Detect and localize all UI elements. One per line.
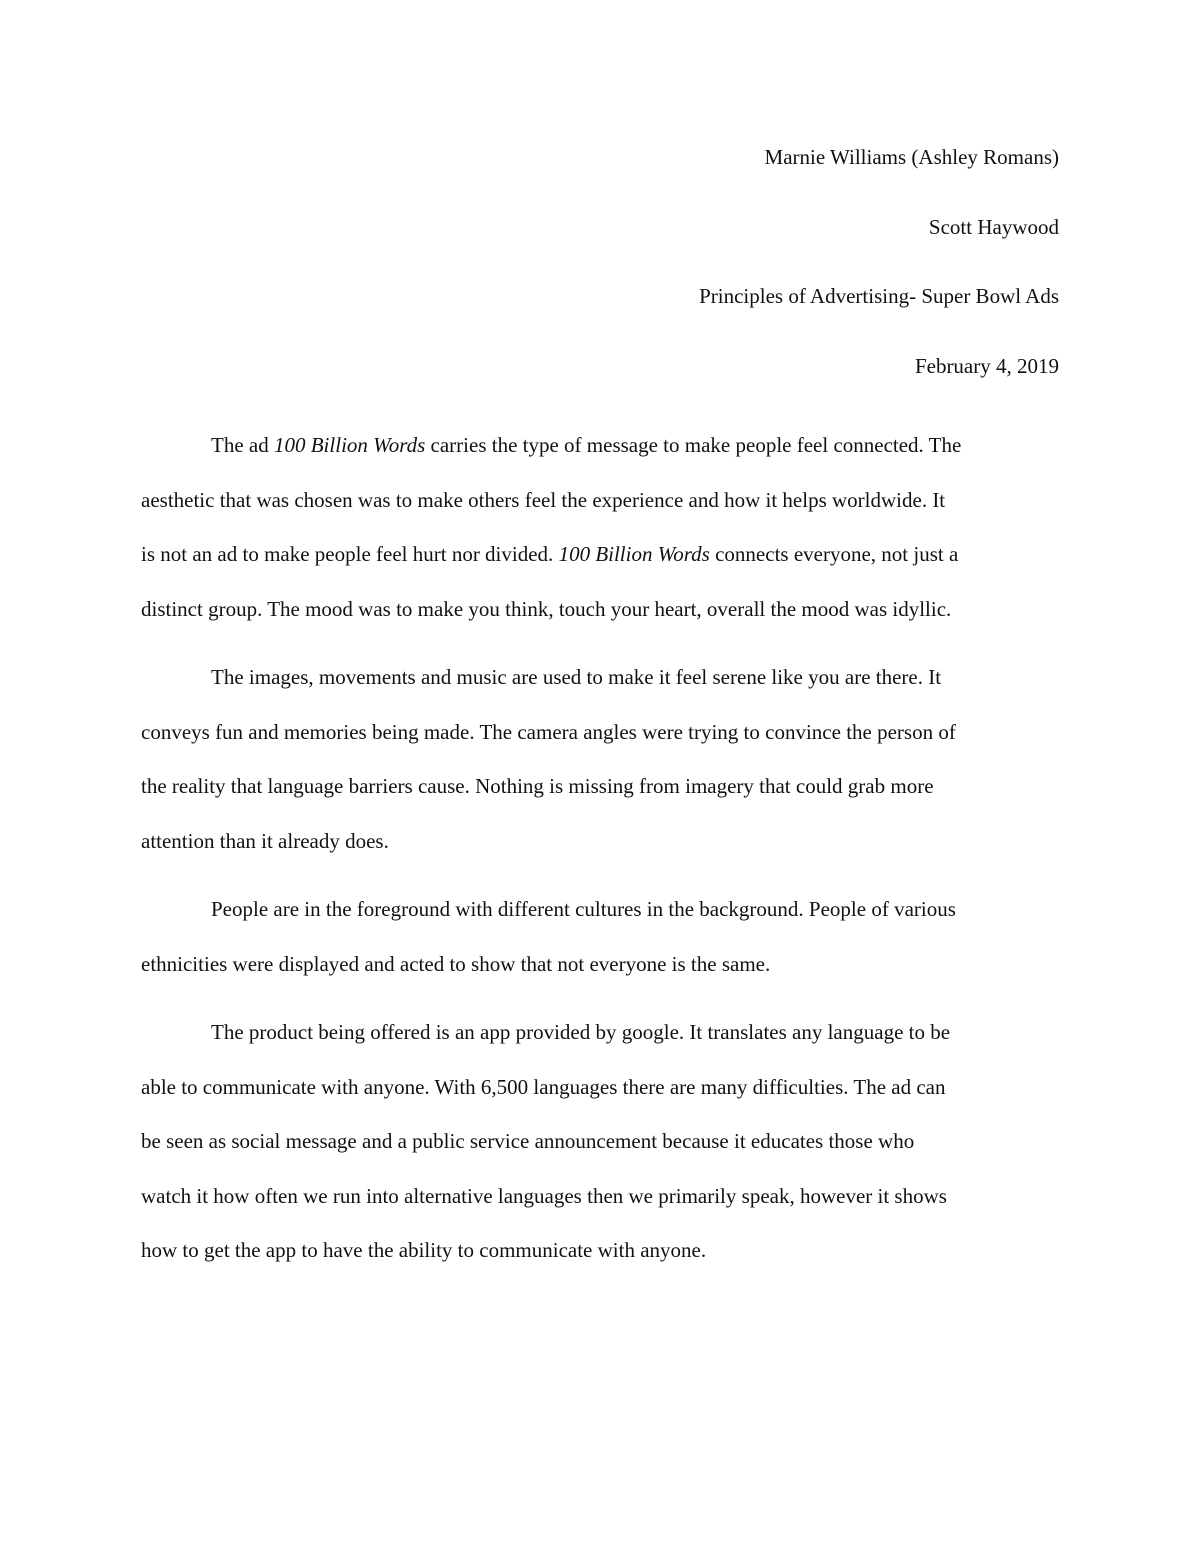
paragraph-line: [141, 650, 1059, 705]
text-run: attention than it already does.: [141, 828, 389, 853]
paragraph-line: [141, 814, 1059, 869]
text-run: how to get the app to have the ability to communicate with anyone.: [141, 1238, 707, 1262]
text-run: The product being offered is an app provided by google. It translates any language to be: [211, 1020, 951, 1044]
text-run: carries the type of message to make people feel connected. The: [425, 433, 962, 457]
paragraph-line: [141, 1169, 1059, 1224]
text-run: The images, movements and music are used to make it feel serene like you are there. It: [211, 665, 942, 689]
text-run: The ad: [211, 433, 274, 457]
text-run: able to communicate with anyone. With 6,500 languages there are many difficulties. The ad can: [141, 1074, 946, 1099]
text-run: conveys fun and memories being made. The camera angles were trying to convince the person of: [141, 719, 956, 744]
paragraph-3: [141, 882, 1059, 991]
paragraph-line: [141, 759, 1059, 814]
paragraph-2: [141, 650, 1059, 868]
document-date: February 4, 2019: [914, 353, 1059, 378]
paragraph-line: [141, 705, 1059, 760]
paragraph-line: [141, 1060, 1059, 1115]
text-run: ethnicities were displayed and acted to show that not everyone is the same.: [141, 951, 771, 976]
paragraph-1: [141, 418, 1059, 636]
paragraph-line: [141, 1005, 1059, 1060]
paragraph-line: [141, 418, 1059, 473]
document-header: [699, 140, 1059, 418]
paragraph-line: [141, 582, 1059, 637]
text-run: is not an ad to make people feel hurt nor divided.: [141, 542, 559, 566]
text-run: aesthetic that was chosen was to make others feel the experience and how it helps worldwide. It: [141, 487, 946, 512]
text-run: watch it how often we run into alternative languages then we primarily speak, however it shows: [141, 1183, 947, 1208]
text-run: People are in the foreground with different cultures in the background. People of various: [211, 897, 956, 921]
ad-title-italic: 100 Billion Words: [273, 433, 426, 457]
paragraph-line: [141, 1223, 1059, 1278]
ad-title-italic: 100 Billion Words: [558, 542, 710, 566]
text-run: be seen as social message and a public service announcement because it educates those who: [141, 1129, 915, 1153]
paragraph-line: [141, 937, 1059, 992]
document-body: [141, 418, 1059, 1278]
paragraph-line: [141, 473, 1059, 528]
paragraph-line: [141, 882, 1059, 937]
paragraph-line: [141, 527, 1059, 582]
paragraph-4: [141, 1005, 1059, 1278]
course-title: Principles of Advertising- Super Bowl Ads: [699, 284, 1059, 308]
author-name: Marnie Williams (Ashley Romans): [764, 145, 1059, 169]
text-run: the reality that language barriers cause. Nothing is missing from imagery that could grab more: [141, 774, 934, 798]
text-run: distinct group. The mood was to make you think, touch your heart, overall the mood was idyllic.: [141, 596, 952, 621]
paragraph-line: [141, 1114, 1059, 1169]
instructor-name: Scott Haywood: [928, 214, 1059, 239]
text-run: connects everyone, not just a: [709, 542, 959, 566]
